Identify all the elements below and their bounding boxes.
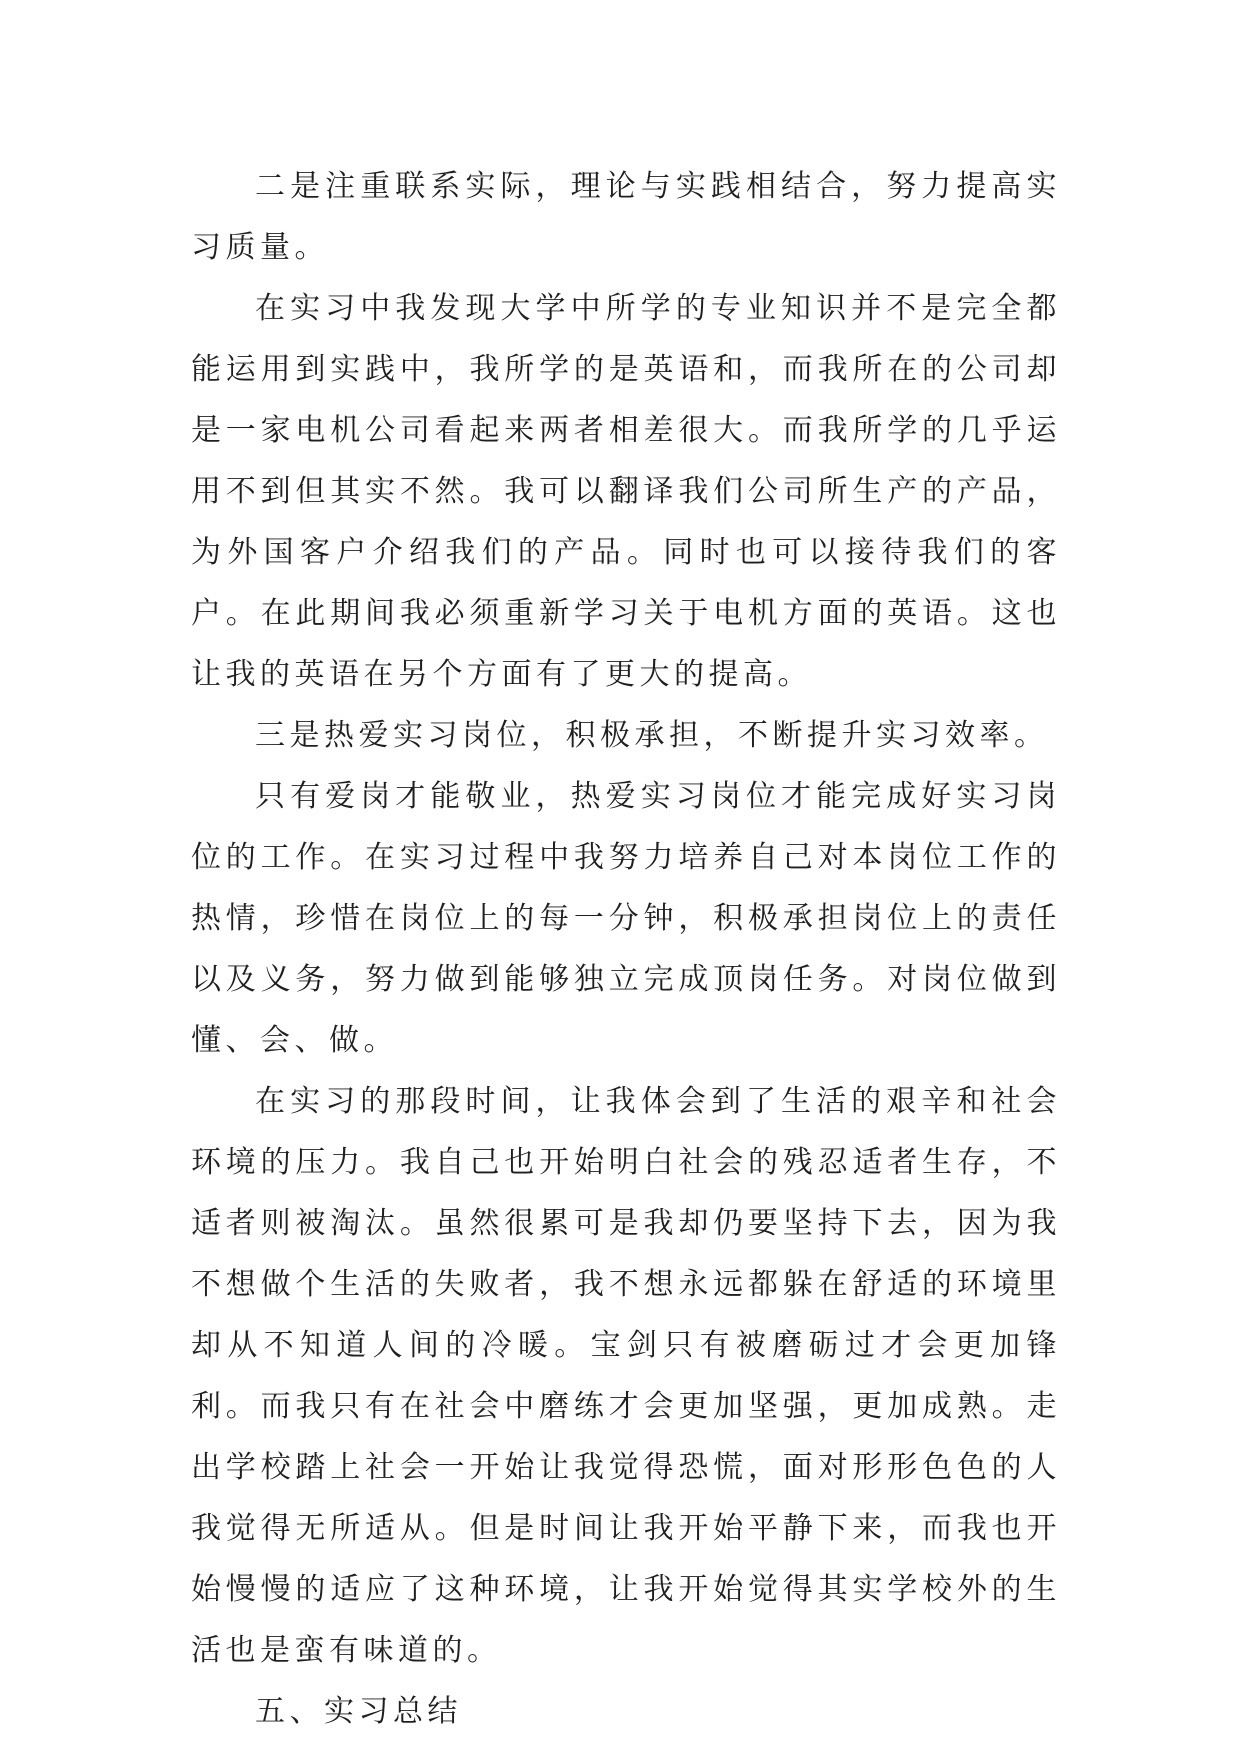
paragraph-dedication: 只有爱岗才能敬业，热爱实习岗位才能完成好实习岗位的工作。在实习过程中我努力培养自己对本岗位工作的热情，珍惜在岗位上的每一分钟，积极承担岗位上的责任以及义务，努力做到能够独立完成顶岗任务。对岗位做到懂、会、做。 xyxy=(191,779,1061,1058)
paragraph-love-position: 三是热爱实习岗位，积极承担，不断提升实习效率。 xyxy=(255,718,1049,753)
paragraph-english-application: 在实习中我发现大学中所学的专业知识并不是完全都能运用到实践中，我所学的是英语和，而我所在的公司却是一家电机公司看起来两者相差很大。而我所学的几乎运用不到但其实不然。我可以翻译我们公司所生产的产品，为外国客户介绍我们的产品。同时也可以接待我们的客户。在此期间我必须重新学习关于电机方面的英语。这也让我的英语在另个方面有了更大的提高。 xyxy=(191,291,1061,692)
section-heading-summary: 五、实习总结 xyxy=(255,1694,462,1729)
paragraph-life-experience: 在实习的那段时间，让我体会到了生活的艰辛和社会环境的压力。我自己也开始明白社会的残忍适者生存，不适者则被淘汰。虽然很累可是我却仍要坚持下去，因为我不想做个生活的失败者，我不想永远都躲在舒适的环境里却从不知道人间的冷暖。宝剑只有被磨砺过才会更加锋利。而我只有在社会中磨练才会更加坚强，更加成熟。走出学校踏上社会一开始让我觉得恐慌，面对形形色色的人我觉得无所适从。但是时间让我开始平静下来，而我也开始慢慢的适应了这种环境，让我开始觉得其实学校外的生活也是蛮有味道的。 xyxy=(191,1084,1061,1668)
document-body xyxy=(191,156,1061,1742)
paragraph-practice-quality: 二是注重联系实际，理论与实践相结合，努力提高实习质量。 xyxy=(191,169,1061,265)
